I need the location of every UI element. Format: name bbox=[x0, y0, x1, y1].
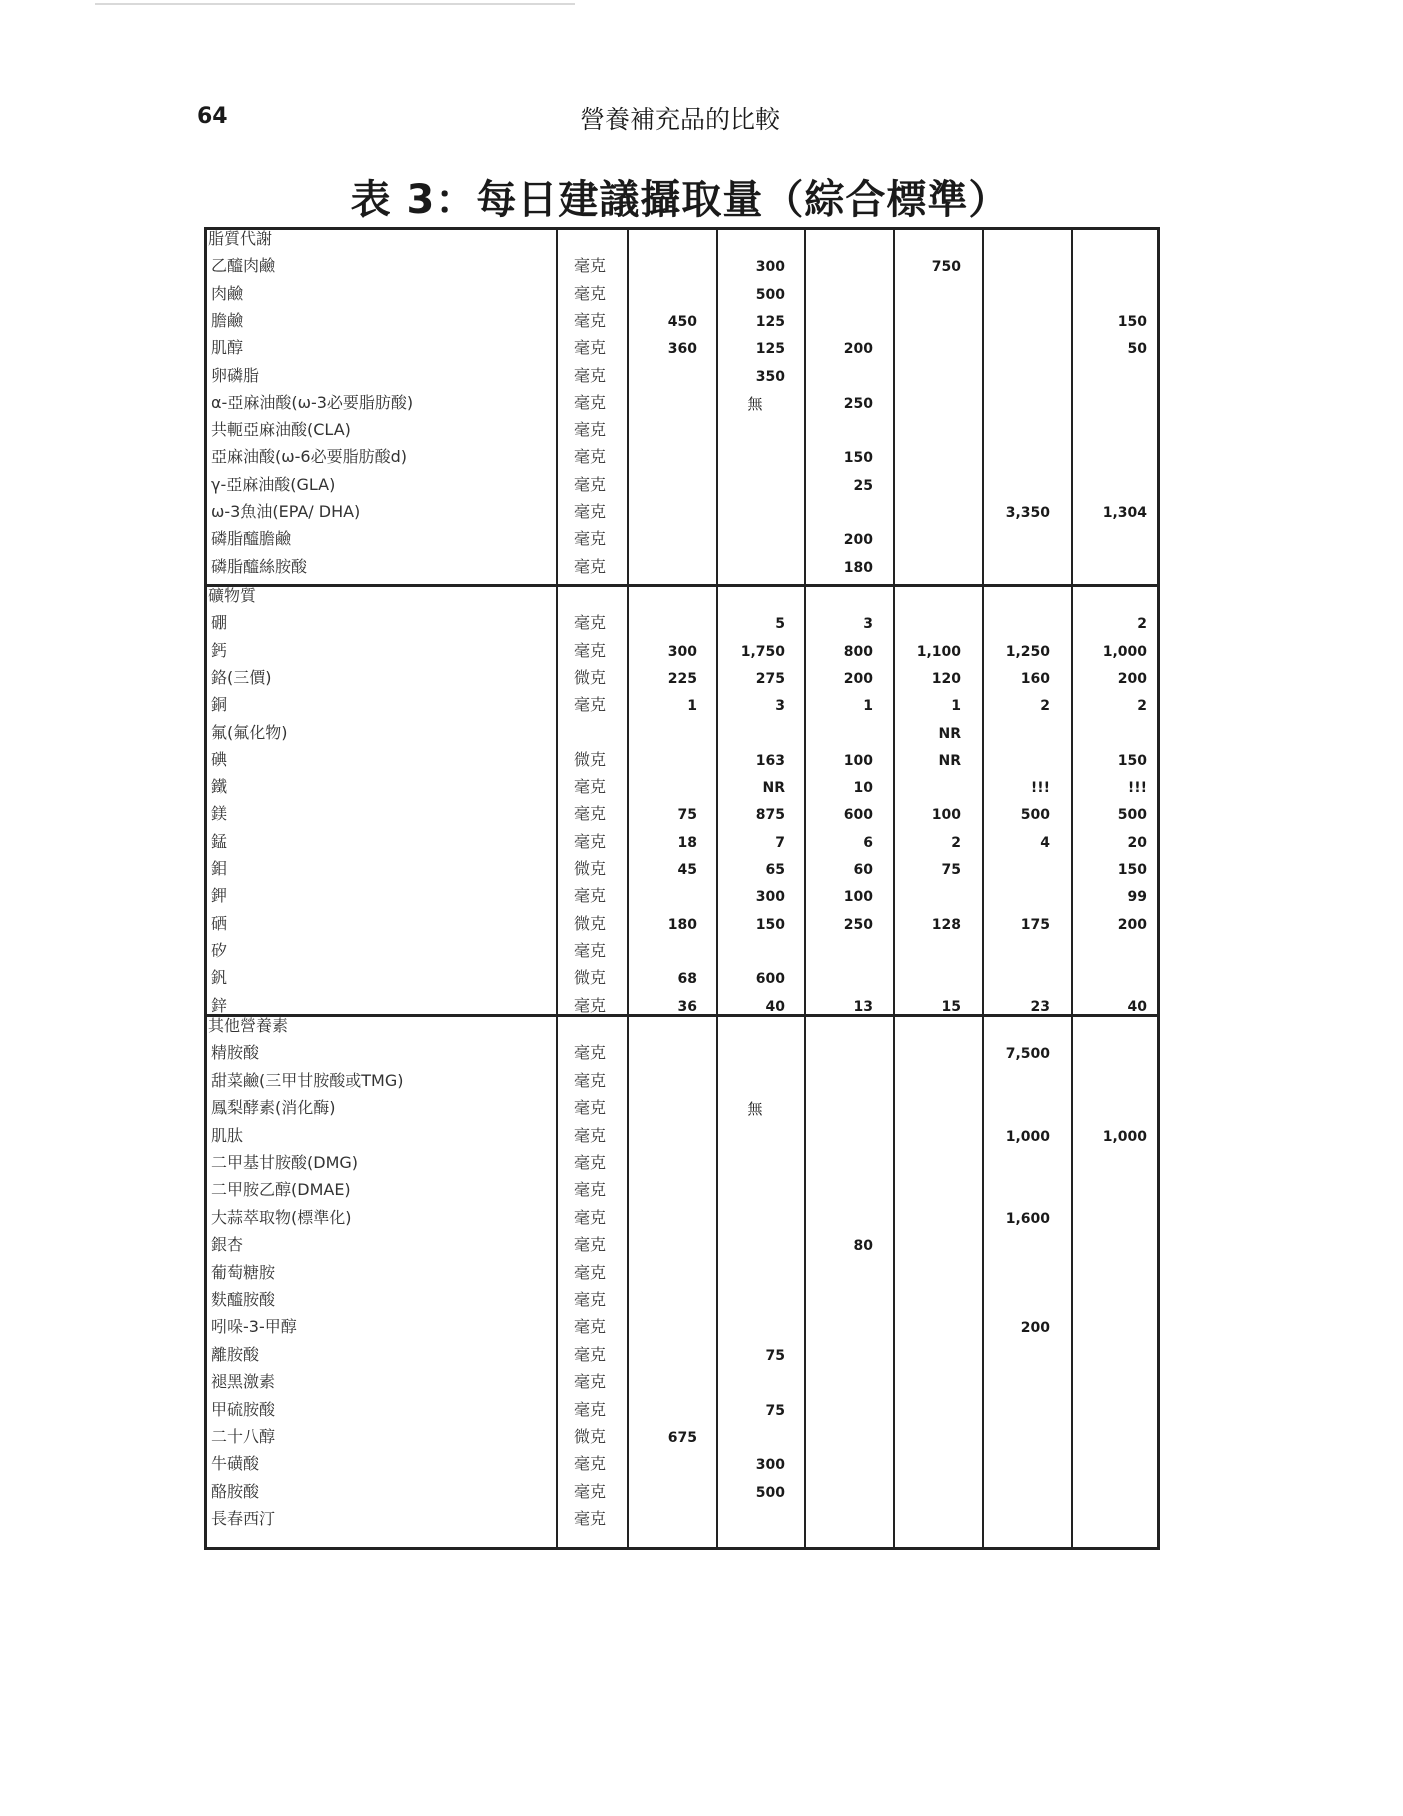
row-unit: 毫克 bbox=[574, 420, 607, 439]
row-unit: 毫克 bbox=[574, 256, 607, 275]
row-name: 肌醇 bbox=[211, 338, 244, 357]
section-label: 礦物質 bbox=[208, 586, 257, 605]
value-cell: 20 bbox=[1127, 835, 1147, 851]
row-unit: 毫克 bbox=[574, 1290, 607, 1309]
value-cell: 15 bbox=[941, 999, 961, 1015]
section-label: 其他營養素 bbox=[208, 1016, 289, 1035]
value-cell: 500 bbox=[1020, 807, 1050, 823]
value-cell: 200 bbox=[843, 341, 873, 357]
row-unit: 毫克 bbox=[574, 1180, 607, 1199]
value-cell: 75 bbox=[765, 1348, 785, 1364]
row-name: 乙醯肉鹼 bbox=[211, 256, 276, 275]
value-cell: 675 bbox=[667, 1430, 697, 1446]
row-unit: 毫克 bbox=[574, 393, 607, 412]
row-unit: 微克 bbox=[574, 859, 607, 878]
value-cell: 65 bbox=[765, 862, 785, 878]
value-cell: 120 bbox=[931, 671, 961, 687]
value-cell: 2 bbox=[951, 835, 961, 851]
row-unit: 毫克 bbox=[574, 557, 607, 576]
row-name: 牛磺酸 bbox=[211, 1454, 260, 1473]
column-divider bbox=[893, 227, 895, 1550]
row-name: 硼 bbox=[211, 613, 228, 632]
value-cell: 150 bbox=[755, 917, 785, 933]
value-cell: 1 bbox=[863, 698, 873, 714]
value-cell: 350 bbox=[755, 369, 785, 385]
value-cell: 500 bbox=[1117, 807, 1147, 823]
value-cell: NR bbox=[762, 780, 785, 796]
value-cell: 300 bbox=[755, 1457, 785, 1473]
section-divider bbox=[204, 584, 1160, 587]
top-scan-line bbox=[95, 3, 575, 5]
value-cell: 1,000 bbox=[1102, 1129, 1147, 1145]
value-cell: 2 bbox=[1040, 698, 1050, 714]
value-cell: 163 bbox=[755, 753, 785, 769]
value-cell: !!! bbox=[1030, 780, 1050, 796]
row-name: 精胺酸 bbox=[211, 1043, 260, 1062]
value-cell: 160 bbox=[1020, 671, 1050, 687]
value-cell: 125 bbox=[755, 314, 785, 330]
value-cell: 1 bbox=[951, 698, 961, 714]
row-name: 褪黑激素 bbox=[211, 1372, 276, 1391]
value-cell: 175 bbox=[1020, 917, 1050, 933]
value-cell: 25 bbox=[853, 478, 873, 494]
value-cell: 100 bbox=[931, 807, 961, 823]
row-name: 膽鹼 bbox=[211, 311, 244, 330]
value-cell: 150 bbox=[1117, 314, 1147, 330]
row-name: 離胺酸 bbox=[211, 1345, 260, 1364]
value-cell: 1,250 bbox=[1005, 644, 1050, 660]
row-name: 鈣 bbox=[211, 641, 228, 660]
column-divider bbox=[804, 227, 806, 1550]
value-cell: 40 bbox=[1127, 999, 1147, 1015]
row-unit: 毫克 bbox=[574, 502, 607, 521]
page-number: 64 bbox=[197, 104, 228, 129]
row-unit: 毫克 bbox=[574, 1153, 607, 1172]
row-unit: 毫克 bbox=[574, 366, 607, 385]
row-unit: 毫克 bbox=[574, 1345, 607, 1364]
row-name: 鉬 bbox=[211, 859, 228, 878]
value-cell: 300 bbox=[755, 889, 785, 905]
value-cell: 125 bbox=[755, 341, 785, 357]
row-name: 碘 bbox=[211, 750, 228, 769]
row-name: 鳳梨酵素(消化酶) bbox=[211, 1098, 336, 1117]
row-name: 甲硫胺酸 bbox=[211, 1400, 276, 1419]
value-cell: 600 bbox=[843, 807, 873, 823]
value-cell: 45 bbox=[677, 862, 697, 878]
column-divider bbox=[716, 227, 718, 1550]
value-cell: 3 bbox=[863, 616, 873, 632]
row-unit: 毫克 bbox=[574, 338, 607, 357]
row-name: 吲哚-3-甲醇 bbox=[211, 1317, 297, 1336]
value-cell: 36 bbox=[677, 999, 697, 1015]
value-cell: 1,750 bbox=[740, 644, 785, 660]
row-name: 酪胺酸 bbox=[211, 1482, 260, 1501]
row-name: 氟(氟化物) bbox=[211, 723, 288, 742]
value-cell: 200 bbox=[843, 532, 873, 548]
row-unit: 毫克 bbox=[574, 996, 607, 1015]
value-cell: 250 bbox=[843, 396, 873, 412]
value-cell: NR bbox=[938, 753, 961, 769]
running-head: 營養補充品的比較 bbox=[579, 105, 780, 134]
row-unit: 毫克 bbox=[574, 1098, 607, 1117]
row-name: 卵磷脂 bbox=[211, 366, 260, 385]
row-unit: 毫克 bbox=[574, 1126, 607, 1145]
row-name: 二甲基甘胺酸(DMG) bbox=[211, 1153, 359, 1172]
value-cell: 4 bbox=[1040, 835, 1050, 851]
value-cell: 40 bbox=[765, 999, 785, 1015]
row-unit: 微克 bbox=[574, 968, 607, 987]
row-name: α-亞麻油酸(ω-3必要脂肪酸) bbox=[211, 393, 414, 412]
value-cell: 100 bbox=[843, 889, 873, 905]
value-cell: 500 bbox=[755, 1485, 785, 1501]
value-cell: 1,000 bbox=[1102, 644, 1147, 660]
row-name: 二甲胺乙醇(DMAE) bbox=[211, 1180, 351, 1199]
row-name: 鋅 bbox=[211, 996, 228, 1015]
row-unit: 微克 bbox=[574, 750, 607, 769]
value-cell: 180 bbox=[843, 560, 873, 576]
row-name: 釩 bbox=[211, 968, 228, 987]
row-name: 共軛亞麻油酸(CLA) bbox=[211, 420, 351, 439]
value-cell: 128 bbox=[931, 917, 961, 933]
value-cell: 75 bbox=[941, 862, 961, 878]
value-cell: 5 bbox=[775, 616, 785, 632]
column-divider bbox=[982, 227, 984, 1550]
value-cell: 300 bbox=[755, 259, 785, 275]
row-name: 亞麻油酸(ω-6必要脂肪酸d) bbox=[211, 447, 407, 466]
section-label: 脂質代謝 bbox=[208, 229, 273, 248]
row-name: 長春西汀 bbox=[211, 1509, 276, 1528]
row-name: 甜菜鹼(三甲甘胺酸或TMG) bbox=[211, 1071, 404, 1090]
value-cell: 360 bbox=[667, 341, 697, 357]
value-cell: 10 bbox=[853, 780, 873, 796]
value-cell: 150 bbox=[843, 450, 873, 466]
value-cell: 23 bbox=[1030, 999, 1050, 1015]
value-cell: 1,100 bbox=[916, 644, 961, 660]
row-unit: 毫克 bbox=[574, 613, 607, 632]
value-cell: 500 bbox=[755, 287, 785, 303]
value-cell: 200 bbox=[1117, 671, 1147, 687]
row-unit: 微克 bbox=[574, 1427, 607, 1446]
value-cell: 無 bbox=[747, 395, 763, 413]
row-name: ω-3魚油(EPA/ DHA) bbox=[211, 502, 361, 521]
value-cell: 875 bbox=[755, 807, 785, 823]
value-cell: 750 bbox=[931, 259, 961, 275]
value-cell: 1,000 bbox=[1005, 1129, 1050, 1145]
row-name: 矽 bbox=[211, 941, 228, 960]
row-unit: 毫克 bbox=[574, 1482, 607, 1501]
row-name: 鎂 bbox=[211, 804, 228, 823]
column-divider bbox=[1071, 227, 1073, 1550]
row-unit: 毫克 bbox=[574, 941, 607, 960]
value-cell: 1 bbox=[687, 698, 697, 714]
row-name: 銀杏 bbox=[211, 1235, 244, 1254]
row-name: 錳 bbox=[211, 832, 228, 851]
value-cell: 75 bbox=[677, 807, 697, 823]
row-name: 麩醯胺酸 bbox=[211, 1290, 276, 1309]
column-divider bbox=[627, 227, 629, 1550]
value-cell: 150 bbox=[1117, 753, 1147, 769]
row-unit: 毫克 bbox=[574, 1372, 607, 1391]
row-unit: 毫克 bbox=[574, 777, 607, 796]
value-cell: 13 bbox=[853, 999, 873, 1015]
value-cell: 2 bbox=[1137, 616, 1147, 632]
row-name: γ-亞麻油酸(GLA) bbox=[211, 475, 336, 494]
row-unit: 毫克 bbox=[574, 832, 607, 851]
row-unit: 微克 bbox=[574, 668, 607, 687]
value-cell: 6 bbox=[863, 835, 873, 851]
value-cell: NR bbox=[938, 726, 961, 742]
row-unit: 毫克 bbox=[574, 475, 607, 494]
value-cell: 250 bbox=[843, 917, 873, 933]
row-name: 鐵 bbox=[211, 777, 228, 796]
value-cell: 100 bbox=[843, 753, 873, 769]
value-cell: 2 bbox=[1137, 698, 1147, 714]
value-cell: 300 bbox=[667, 644, 697, 660]
value-cell: 60 bbox=[853, 862, 873, 878]
row-unit: 毫克 bbox=[574, 1043, 607, 1062]
value-cell: 3,350 bbox=[1005, 505, 1050, 521]
value-cell: 無 bbox=[747, 1100, 763, 1118]
value-cell: 600 bbox=[755, 971, 785, 987]
value-cell: 1,600 bbox=[1005, 1211, 1050, 1227]
row-unit: 毫克 bbox=[574, 447, 607, 466]
row-name: 銅 bbox=[211, 695, 228, 714]
value-cell: 50 bbox=[1127, 341, 1147, 357]
intake-table bbox=[204, 227, 1160, 1550]
row-unit: 毫克 bbox=[574, 1454, 607, 1473]
row-unit: 毫克 bbox=[574, 311, 607, 330]
row-unit: 毫克 bbox=[574, 695, 607, 714]
value-cell: !!! bbox=[1127, 780, 1147, 796]
value-cell: 7 bbox=[775, 835, 785, 851]
value-cell: 200 bbox=[843, 671, 873, 687]
value-cell: 200 bbox=[1117, 917, 1147, 933]
row-name: 鉻(三價) bbox=[211, 668, 272, 687]
row-unit: 毫克 bbox=[574, 1208, 607, 1227]
value-cell: 99 bbox=[1127, 889, 1147, 905]
table-title: 表 3：每日建議攝取量（綜合標準） bbox=[350, 177, 1010, 223]
row-unit: 毫克 bbox=[574, 529, 607, 548]
value-cell: 7,500 bbox=[1005, 1046, 1050, 1062]
row-name: 二十八醇 bbox=[211, 1427, 276, 1446]
row-name: 鉀 bbox=[211, 886, 228, 905]
value-cell: 180 bbox=[667, 917, 697, 933]
row-name: 肌肽 bbox=[211, 1126, 244, 1145]
value-cell: 68 bbox=[677, 971, 697, 987]
row-name: 肉鹼 bbox=[211, 284, 244, 303]
row-name: 大蒜萃取物(標準化) bbox=[211, 1208, 352, 1227]
row-unit: 毫克 bbox=[574, 284, 607, 303]
row-name: 硒 bbox=[211, 914, 228, 933]
value-cell: 18 bbox=[677, 835, 697, 851]
row-unit: 毫克 bbox=[574, 1235, 607, 1254]
row-name: 磷脂醯絲胺酸 bbox=[211, 557, 308, 576]
row-unit: 毫克 bbox=[574, 804, 607, 823]
row-name: 磷脂醯膽鹼 bbox=[211, 529, 292, 548]
row-unit: 毫克 bbox=[574, 886, 607, 905]
value-cell: 3 bbox=[775, 698, 785, 714]
value-cell: 275 bbox=[755, 671, 785, 687]
row-name: 葡萄糖胺 bbox=[211, 1263, 276, 1282]
value-cell: 800 bbox=[843, 644, 873, 660]
value-cell: 450 bbox=[667, 314, 697, 330]
row-unit: 毫克 bbox=[574, 1263, 607, 1282]
value-cell: 225 bbox=[667, 671, 697, 687]
row-unit: 毫克 bbox=[574, 1071, 607, 1090]
value-cell: 150 bbox=[1117, 862, 1147, 878]
row-unit: 微克 bbox=[574, 914, 607, 933]
row-unit: 毫克 bbox=[574, 1400, 607, 1419]
column-divider bbox=[556, 227, 558, 1550]
row-unit: 毫克 bbox=[574, 1317, 607, 1336]
value-cell: 200 bbox=[1020, 1320, 1050, 1336]
value-cell: 80 bbox=[853, 1238, 873, 1254]
row-unit: 毫克 bbox=[574, 1509, 607, 1528]
row-unit: 毫克 bbox=[574, 641, 607, 660]
value-cell: 75 bbox=[765, 1403, 785, 1419]
value-cell: 1,304 bbox=[1102, 505, 1147, 521]
